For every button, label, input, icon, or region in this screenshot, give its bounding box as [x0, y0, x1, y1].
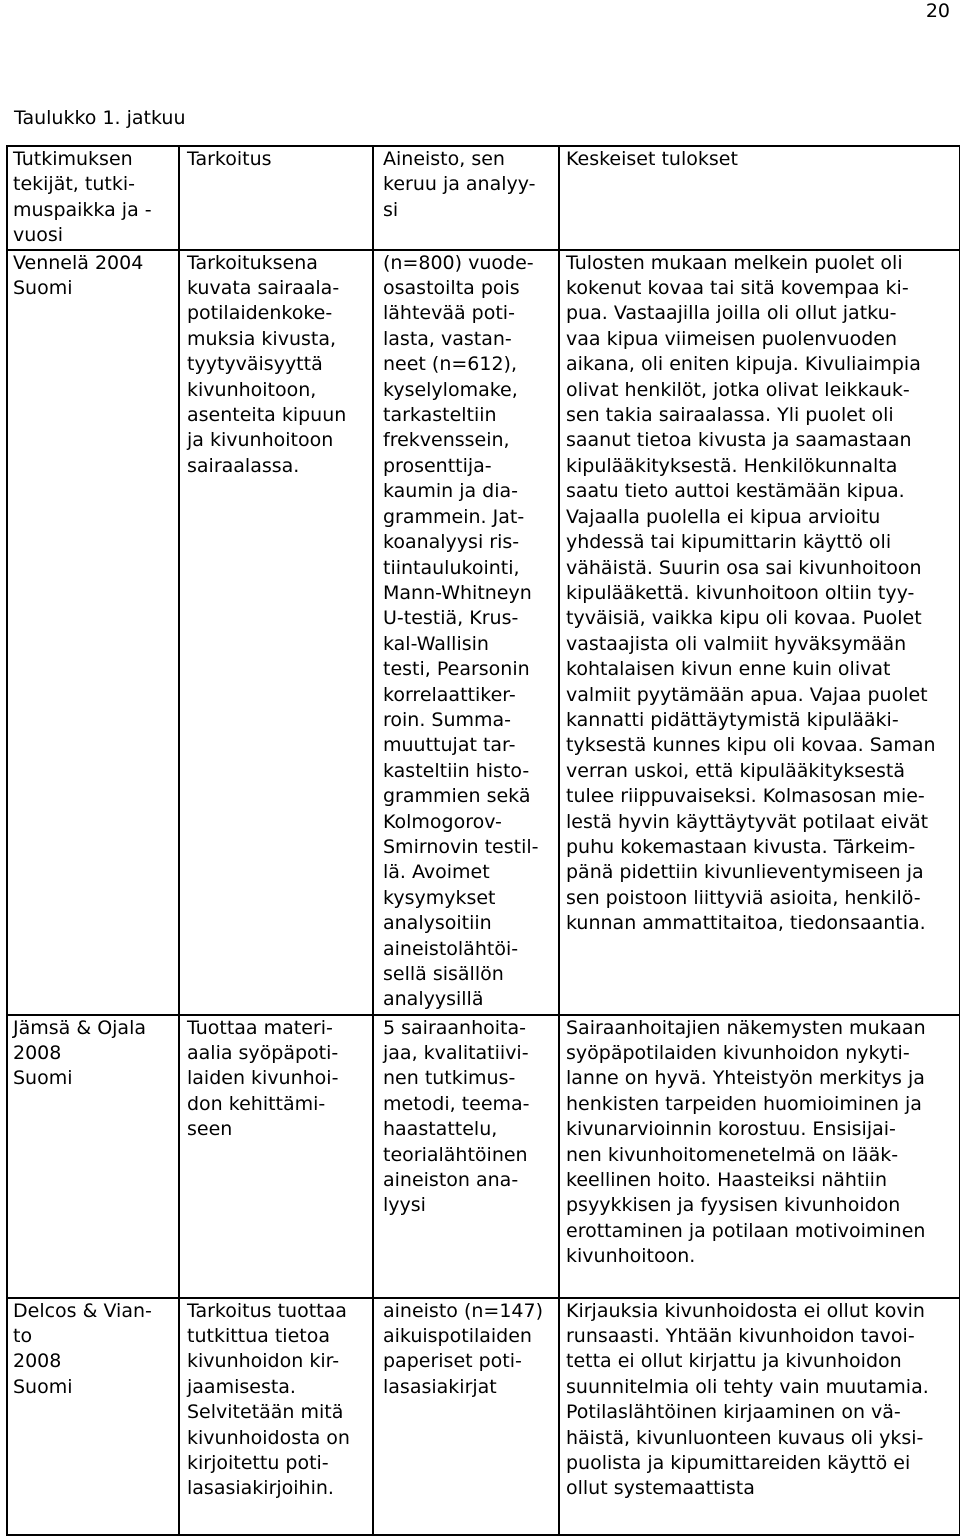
table-row	[7, 1298, 960, 1535]
table-header-row	[7, 146, 960, 250]
header-purpose-cell: Tarkoitus	[179, 146, 373, 250]
table-row	[7, 250, 960, 1015]
header-author-cell: Tutkimuksen tekijät, tutki- muspaikka ja - vuosi	[7, 146, 179, 250]
page-number: 20	[925, 0, 950, 22]
header-material-cell: Aineisto, sen keruu ja analyy- si	[373, 146, 559, 250]
results-cell: Tulosten mukaan melkein puolet oli kokenut kovaa tai sitä kovempaa ki- pua. Vastaajilla joilla oli ollut jatku- vaa kipua viimeisen puolenvuoden aikana, oli eniten kipuja. Kivuliaimpia olivat henkilöt, jotka olivat leikkauk- sen takia sairaalassa. Yli puolet oli saanut tietoa kivusta ja saamastaan kipulääkityksestä. Henkilökunnalta saatu tieto auttoi kestämään kipua. Vajaalla puolella ei kipua arvioitu yhdessä tai kipumittarin käyttö oli vähäistä. Suurin osa sai kivunhoitoon kipulääkettä. kivunhoitoon oltiin tyy- tyväisiä, vaikka kipu oli kovaa. Puolet vastaajista oli valmiit hyväksymään kohtalaisen kivun enne kuin olivat valmiit pyytämään apua. Vajaa puolet kannatti pidättäytymistä kipulääki- tyksestä kunnes kipu oli kovaa. Saman verran uskoi, että kipulääkityksestä tulee riippuvaiseksi. Kolmasosan mie- lestä hyvin käyttäytyvät potilaat eivät puhu kokemastaan kivusta. Tärkeim- pänä pidettiin kivunlieventymiseen ja sen poistoon liittyviä asioita, henkilö- kunnan ammattitaitoa, tiedonsaantia.	[559, 250, 960, 1015]
purpose-cell: Tarkoitus tuottaa tutkittua tietoa kivunhoidon kir- jaamisesta. Selvitetään mitä kivunhoidosta on kirjoitettu poti- lasasiakirjoihin.	[179, 1298, 373, 1535]
header-results-cell: Keskeiset tulokset	[559, 146, 960, 250]
table-caption: Taulukko 1. jatkuu	[14, 107, 186, 129]
material-cell: 5 sairaanhoita- jaa, kvalitatiivi- nen tutkimus- metodi, teema- haastattelu, teorialähtöinen aineiston ana- lyysi	[373, 1015, 559, 1298]
results-cell: Kirjauksia kivunhoidosta ei ollut kovin runsaasti. Yhtään kivunhoidon tavoi- tetta ei ollut kirjattu ja kivunhoidon suunnitelmia oli tehty vain muutamia. Potilaslähtöinen kirjaaminen on vä- häistä, kivunluonteen kuvaus oli yksi- puolista ja kipumittareiden käyttö ei ollut systemaattista	[559, 1298, 960, 1535]
purpose-cell: Tuottaa materi- aalia syöpäpoti- laiden kivunhoi- don kehittämi- seen	[179, 1015, 373, 1298]
studies-table	[6, 145, 960, 1536]
purpose-cell: Tarkoituksena kuvata sairaala- potilaidenkoke- muksia kivusta, tyytyväisyyttä kivunhoitoon, asenteita kipuun ja kivunhoitoon sairaalassa.	[179, 250, 373, 1015]
author-cell: Delcos & Vian- to 2008 Suomi	[7, 1298, 179, 1535]
author-cell: Vennelä 2004 Suomi	[7, 250, 179, 1015]
material-cell: (n=800) vuode- osastoilta pois lähtevää poti- lasta, vastan- neet (n=612), kyselylomake, tarkasteltiin frekvenssein, prosenttija- kaumin ja dia- grammein. Jat- koanalyysi ris- tiintaulukointi, Mann-Whitneyn U-testiä, Krus- kal-Wallisin testi, Pearsonin korrelaattiker- roin. Summa- muuttujat tar- kasteltiin histo- grammien sekä Kolmogorov- Smirnovin testil- lä. Avoimet kysymykset analysoitiin aineistolähtöi- sellä sisällön analyysillä	[373, 250, 559, 1015]
results-cell: Sairaanhoitajien näkemysten mukaan syöpäpotilaiden kivunhoidon nykyti- lanne on hyvä. Yhteistyön merkitys ja henkisten tarpeiden huomioiminen ja kivunarvioinnin korostuu. Ensisijai- nen kivunhoitomenetelmä on lääk- keellinen hoito. Haasteiksi nähtiin psyykkisen ja fyysisen kivunhoidon erottaminen ja potilaan motivoiminen kivunhoitoon.	[559, 1015, 960, 1298]
table-row	[7, 1015, 960, 1298]
material-cell: aineisto (n=147) aikuispotilaiden paperiset poti- lasasiakirjat	[373, 1298, 559, 1535]
author-cell: Jämsä & Ojala 2008 Suomi	[7, 1015, 179, 1298]
